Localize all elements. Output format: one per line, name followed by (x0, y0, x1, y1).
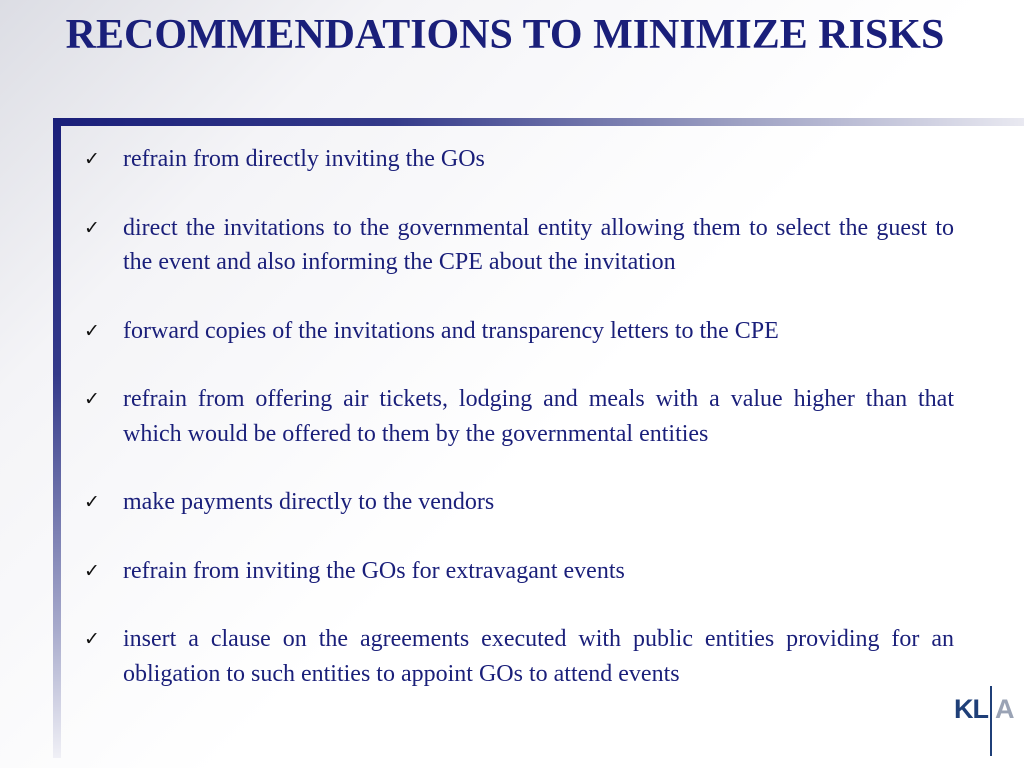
bullet-text: refrain from inviting the GOs for extravagant events (123, 557, 625, 584)
slide-title: RECOMMENDATIONS TO MINIMIZE RISKS (65, 12, 945, 58)
bullet-text: refrain from directly inviting the GOs (123, 146, 485, 172)
bullet-item (84, 211, 954, 280)
bullet-text: refrain from offering air tickets, lodging and meals with a value higher than that which would be offered to them by the governmental entities (123, 386, 954, 447)
logo-text-left: KL (954, 694, 988, 724)
bullet-item (84, 382, 954, 451)
bullet-item (84, 485, 954, 520)
bullet-item (84, 622, 954, 691)
bullet-item (84, 314, 954, 349)
bullet-text: make payments directly to the vendors (123, 489, 495, 515)
checkmark-icon: ✓ (84, 319, 100, 342)
kla-logo (950, 686, 1020, 756)
logo-divider (990, 686, 992, 756)
bullet-list (84, 142, 954, 725)
left-accent-bar (53, 118, 61, 758)
checkmark-icon: ✓ (84, 628, 100, 650)
bullet-item (84, 142, 954, 177)
bullet-text: insert a clause on the agreements executed with public entities providing for an obligation to such entities to appoint GOs to attend events (123, 626, 954, 687)
checkmark-icon: ✓ (84, 559, 100, 582)
checkmark-icon: ✓ (84, 216, 100, 239)
bullet-item (84, 554, 954, 589)
checkmark-icon: ✓ (84, 491, 100, 513)
checkmark-icon: ✓ (84, 148, 100, 170)
checkmark-icon: ✓ (84, 388, 100, 410)
top-accent-bar (53, 118, 1024, 126)
bullet-text: forward copies of the invitations and transparency letters to the CPE (123, 317, 779, 344)
logo-text-right: A (995, 694, 1015, 724)
bullet-text: direct the invitations to the governmental entity allowing them to select the guest to the event and also informing the CPE about the invitation (123, 214, 954, 275)
